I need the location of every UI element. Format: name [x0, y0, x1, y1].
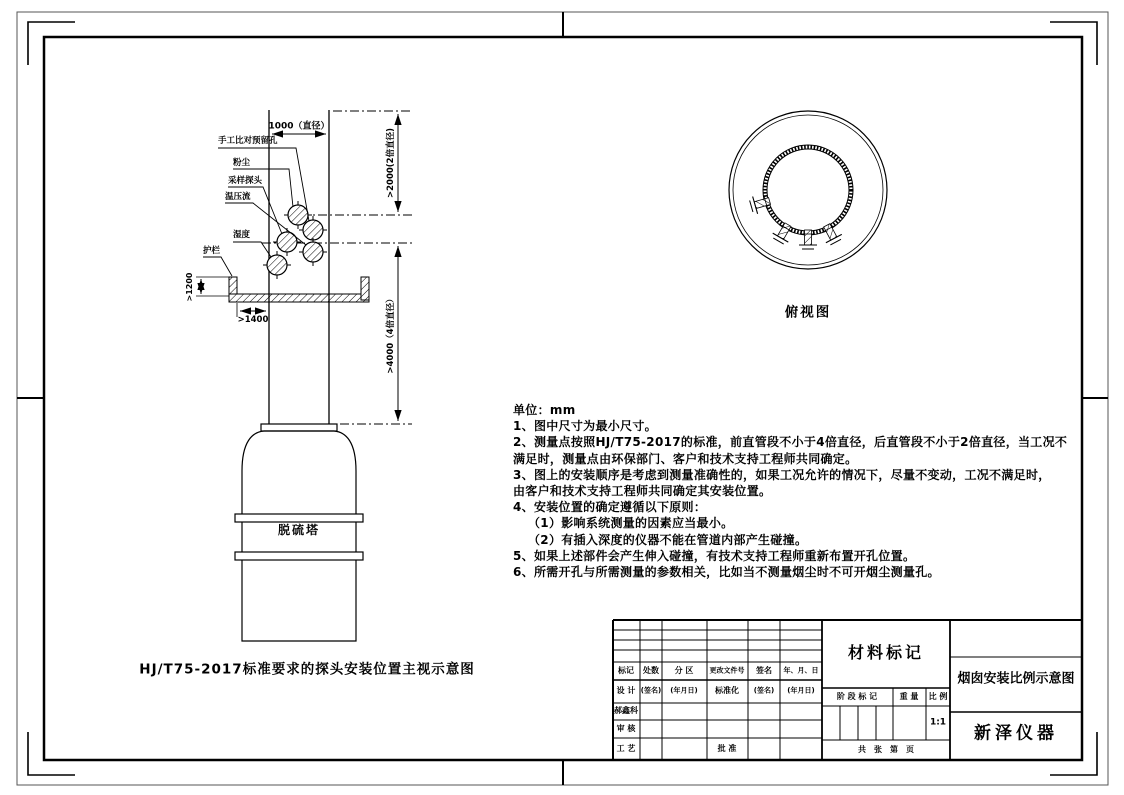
tb-standardization-sign: (签名)	[753, 686, 775, 695]
note-line: 4、安装位置的确定遵循以下原则：	[513, 500, 707, 514]
dim-upstream: >4000（4倍直径）	[385, 294, 396, 374]
note-line: 3、图上的安装顺序是考虑到测量准确性的，如果工况允许的情况下，尽量不变动，工况不满足时，	[513, 468, 1051, 482]
label-guardrail: 护栏	[203, 246, 221, 256]
tb-header-zone: 分 区	[674, 666, 694, 675]
tb-design-date: (年月日)	[670, 686, 698, 695]
note-line: 单位：mm	[513, 403, 576, 417]
dim-rail-height: >1200	[185, 272, 194, 302]
tb-review: 审 核	[616, 724, 636, 733]
probe-ports	[263, 201, 327, 279]
tb-design: 设 计	[616, 686, 636, 695]
tb-header-mark: 标记	[618, 666, 634, 675]
tb-material-mark: 材料标记	[847, 643, 925, 662]
label-humidity: 湿度	[233, 230, 251, 240]
label-sampling-probe: 采样探头	[228, 176, 263, 186]
tb-standardization: 标准化	[715, 686, 739, 695]
note-line: （2）有插入深度的仪器不能在管道内部产生碰撞。	[528, 533, 808, 547]
tb-header-doc-no: 更改文件号	[709, 666, 745, 675]
note-line: 由客户和技术支持工程师共同确定其安装位置。	[513, 484, 772, 498]
note-line: 6、所需开孔与所需测量的参数相关，比如当不测量烟尘时不可开烟尘测量孔。	[513, 565, 940, 579]
tb-sheet-info: 共 张 第 页	[858, 745, 914, 754]
tb-drawing-title: 烟囱安装比例示意图	[957, 671, 1075, 687]
dim-platform-width: >1400	[237, 314, 269, 325]
dim-diameter: 1000（直径）	[268, 121, 330, 132]
note-line: 2、测量点按照HJ/T75-2017的标准，前直管段不小于4倍直径，后直管段不小于2倍直径，当工况不	[513, 435, 1068, 449]
tb-header-date: 年、月、日	[783, 666, 819, 675]
note-line: 1、图中尺寸为最小尺寸。	[513, 419, 657, 433]
tb-craft: 工 艺	[616, 744, 636, 753]
platform-guardrail	[229, 277, 369, 302]
tb-design-sign: (签名)	[640, 686, 662, 695]
label-temp-pressure-flow: 温压流	[225, 192, 251, 202]
top-view-caption: 俯视图	[784, 304, 832, 321]
tb-header-count: 处数	[643, 666, 659, 675]
note-line: （1）影响系统测量的因素应当最小。	[528, 516, 734, 530]
label-desulfurization-tower: 脱硫塔	[277, 523, 321, 537]
tb-weight: 重 量	[899, 692, 919, 701]
front-view-caption: HJ/T75-2017标准要求的探头安装位置主视示意图	[139, 661, 475, 678]
tb-scale-value: 1:1	[929, 717, 947, 728]
note-line: 5、如果上述部件会产生伸入碰撞，有技术支持工程师重新布置开孔位置。	[513, 549, 916, 563]
tb-scale-label: 比 例	[928, 692, 948, 701]
dimension-lines	[196, 111, 412, 424]
dim-downstream: >2000(2倍直径)	[385, 128, 396, 198]
tb-stage-mark: 阶 段 标 记	[836, 692, 878, 701]
note-line: 满足时，测量点由环保部门、客户和技术支持工程师共同确定。	[513, 452, 858, 466]
tb-company: 新泽仪器	[974, 723, 1058, 744]
tb-approve: 批 准	[717, 744, 737, 753]
label-manual-hole: 手工比对预留孔	[218, 136, 278, 146]
tb-header-signature: 签名	[756, 666, 772, 675]
top-view	[729, 111, 887, 269]
label-dust: 粉尘	[233, 158, 251, 168]
tb-designer-name: 郝鑫科	[614, 706, 638, 715]
tb-standardization-date: (年月日)	[787, 686, 815, 695]
